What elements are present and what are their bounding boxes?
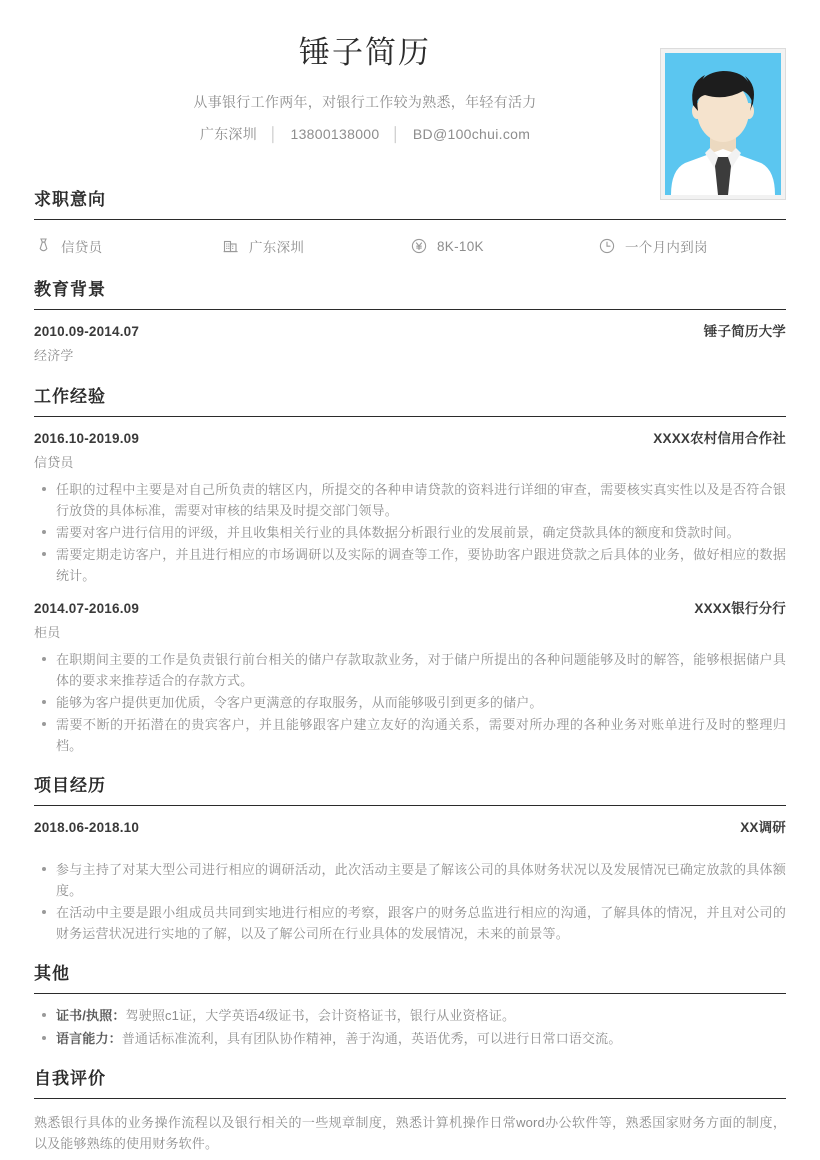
avatar-portrait-icon	[665, 53, 781, 195]
list-item: 需要定期走访客户，并且进行相应的市场调研以及实际的调查等工作，要协助客户跟进贷款之后具体的业务，做好相应的数据统计。	[34, 544, 786, 586]
list-item: 在活动中主要是跟小组成员共同到实地进行相应的考察，跟客户的财务总监进行相应的沟通，了解具体的情况，并且对公司的财务运营状况进行实地的了解，以及了解公司所在行业具体的发展情况，未来的前景等。	[34, 902, 786, 944]
section-work-experience	[34, 383, 786, 756]
contact-separator-2: │	[391, 126, 401, 142]
work-bullet-list	[34, 474, 786, 586]
section-self-evaluation	[34, 1065, 786, 1154]
education-school: 锤子简历大学	[703, 324, 786, 339]
intent-position-value: 信贷员	[61, 240, 103, 255]
section-title-other: 其他	[34, 964, 70, 983]
section-education	[34, 276, 786, 367]
list-item	[34, 1028, 786, 1049]
contact-email: BD@100chui.com	[412, 126, 531, 142]
work-entry	[34, 417, 786, 586]
work-date: 2014.07-2016.09	[34, 601, 140, 616]
entry-header	[34, 598, 786, 620]
list-item: 需要不断的开拓潜在的贵宾客户，并且能够跟客户建立友好的沟通关系，需要对所办理的各种业务对账单进行及时的整理归档。	[34, 714, 786, 756]
work-bullet-list	[34, 644, 786, 756]
intent-item-salary	[410, 236, 598, 256]
work-company: XXXX银行分行	[694, 601, 786, 616]
clock-icon	[598, 237, 616, 255]
job-intent-row	[34, 220, 786, 266]
education-entry	[34, 310, 786, 367]
other-list	[34, 994, 786, 1049]
building-icon	[222, 237, 240, 255]
work-role: 柜员	[34, 625, 61, 640]
header-contact	[34, 122, 696, 146]
entry-header	[34, 817, 786, 839]
page-title: 锤子简历	[299, 35, 431, 70]
tie-icon	[34, 237, 52, 255]
list-item: 需要对客户进行信用的评级，并且收集相关行业的具体数据分析跟行业的发展前景，确定贷款具体的额度和贷款时间。	[34, 522, 786, 543]
list-item: 任职的过程中主要是对自己所负责的辖区内，所提交的各种申请贷款的资料进行详细的审查，需要核实真实性以及是否符合银行放贷的具体标准，需要对审核的结果及时提交部门领导。	[34, 479, 786, 521]
list-item	[34, 1005, 786, 1026]
avatar	[665, 53, 781, 195]
section-other	[34, 960, 786, 1049]
header-tagline: 从事银行工作两年，对银行工作较为熟悉，年轻有活力	[193, 94, 537, 110]
work-company: XXXX农村信用合作社	[653, 431, 786, 446]
other-label-certificates: 证书/执照：	[56, 1008, 126, 1023]
avatar-frame	[660, 48, 786, 200]
project-entry	[34, 806, 786, 944]
self-evaluation-text: 熟悉银行具体的业务操作流程以及银行相关的一些规章制度，熟悉计算机操作日常word办公软件等，熟悉国家财务方面的制度，以及能够熟练的使用财务软件。	[34, 1115, 786, 1151]
entry-header	[34, 428, 786, 450]
section-title-self-evaluation: 自我评价	[34, 1069, 106, 1088]
contact-separator-1: │	[269, 126, 279, 142]
list-item: 在职期间主要的工作是负责银行前台相关的储户存款取款业务，对于储户所提出的各种问题能够及时的解答，能够根据储户具体的要求来推荐适合的存款方式。	[34, 649, 786, 691]
work-role: 信贷员	[34, 455, 74, 470]
list-item: 参与主持了对某大型公司进行相应的调研活动，此次活动主要是了解该公司的具体财务状况以及发展情况已确定放款的具体额度。	[34, 859, 786, 901]
other-label-language: 语言能力：	[56, 1031, 122, 1046]
other-value-language: 普通话标准流利，具有团队协作精神，善于沟通，英语优秀，可以进行日常口语交流。	[121, 1031, 622, 1046]
yen-icon	[410, 237, 428, 255]
intent-item-location	[222, 236, 410, 256]
entry-header	[34, 321, 786, 343]
education-date: 2010.09-2014.07	[34, 324, 140, 339]
other-value-certificates: 驾驶照c1证，大学英语4级证书，会计资格证书，银行从业资格证。	[125, 1008, 516, 1023]
intent-location-value: 广东深圳	[249, 240, 305, 255]
work-entry	[34, 587, 786, 756]
list-item: 能够为客户提供更加优质，令客户更满意的存取服务，从而能够吸引到更多的储户。	[34, 692, 786, 713]
work-date: 2016.10-2019.09	[34, 431, 140, 446]
resume-header	[34, 0, 786, 180]
intent-item-position	[34, 236, 222, 256]
contact-location: 广东深圳	[199, 126, 258, 142]
section-title-project: 项目经历	[34, 776, 106, 795]
project-bullet-list	[34, 839, 786, 944]
section-title-work: 工作经验	[34, 387, 106, 406]
intent-availability-value: 一个月内到岗	[625, 240, 708, 255]
contact-phone: 13800138000	[290, 126, 380, 142]
project-name: XX调研	[740, 820, 786, 835]
section-project-experience	[34, 772, 786, 944]
section-title-education: 教育背景	[34, 280, 106, 299]
intent-salary-value: 8K-10K	[437, 238, 484, 254]
education-major: 经济学	[34, 348, 74, 363]
intent-item-availability	[598, 236, 786, 256]
project-date: 2018.06-2018.10	[34, 820, 140, 835]
section-title-job-intent: 求职意向	[34, 190, 106, 209]
